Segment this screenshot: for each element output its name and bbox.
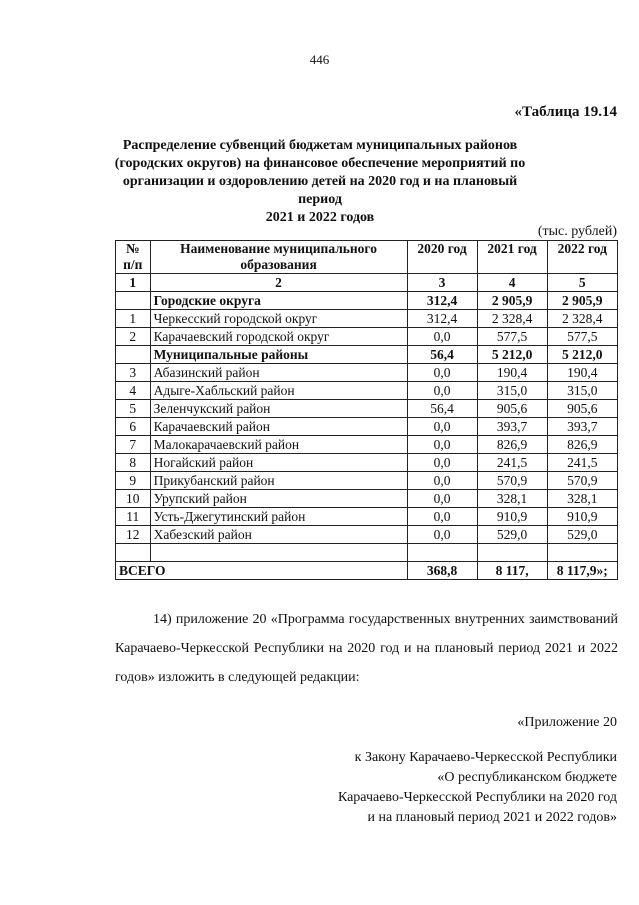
row-number: 11 <box>116 508 151 526</box>
table-row <box>116 310 618 328</box>
appendix-line: к Закону Карачаево-Черкесской Республики <box>354 750 617 765</box>
row-value-2022: 577,5 <box>547 328 617 346</box>
table-row <box>116 490 618 508</box>
row-value-2020: 0,0 <box>407 508 477 526</box>
row-value-2021: 5 212,0 <box>477 346 547 364</box>
table-title <box>100 137 540 227</box>
row-value-2021: 328,1 <box>477 490 547 508</box>
row-value-2021: 577,5 <box>477 328 547 346</box>
row-value-2021: 570,9 <box>477 472 547 490</box>
col-header-name: Наименование муниципального образования <box>150 241 407 274</box>
row-value-2021: 315,0 <box>477 382 547 400</box>
row-value-2022: 5 212,0 <box>547 346 617 364</box>
row-value-2021: 905,6 <box>477 400 547 418</box>
title-line: (городских округов) на финансовое обеспечение мероприятий по <box>114 156 526 171</box>
row-number: 10 <box>116 490 151 508</box>
row-number: 9 <box>116 472 151 490</box>
row-value-2020: 0,0 <box>407 328 477 346</box>
row-value-2022: 190,4 <box>547 364 617 382</box>
title-line: организации и оздоровлению детей на 2020 год и на плановый период <box>122 174 518 207</box>
table-row <box>116 436 618 454</box>
row-value-2022: 2 905,9 <box>547 292 617 310</box>
total-2021: 8 117, <box>477 562 547 580</box>
row-value-2022: 905,6 <box>547 400 617 418</box>
row-value-2022: 241,5 <box>547 454 617 472</box>
column-index: 1 <box>116 274 151 292</box>
row-value-2020: 312,4 <box>407 292 477 310</box>
row-value-2021: 393,7 <box>477 418 547 436</box>
appendix-subtitle <box>338 748 617 828</box>
title-line: 2021 и 2022 годов <box>265 210 375 225</box>
row-name: Зеленчукский район <box>150 400 407 418</box>
row-value-2020: 0,0 <box>407 364 477 382</box>
table-row <box>116 472 618 490</box>
row-number <box>116 346 151 364</box>
row-name: Прикубанский район <box>150 472 407 490</box>
row-name: Городские округа <box>150 292 407 310</box>
row-value-2022: 570,9 <box>547 472 617 490</box>
table-body <box>116 292 618 544</box>
col-header-number: № п/п <box>116 241 151 274</box>
row-value-2021: 529,0 <box>477 526 547 544</box>
row-number: 12 <box>116 526 151 544</box>
row-value-2022: 2 328,4 <box>547 310 617 328</box>
row-name: Черкесский городской округ <box>150 310 407 328</box>
row-value-2020: 312,4 <box>407 310 477 328</box>
row-value-2020: 0,0 <box>407 418 477 436</box>
row-number: 7 <box>116 436 151 454</box>
table-row <box>116 454 618 472</box>
table-row <box>116 418 618 436</box>
row-name: Усть-Джегутинский район <box>150 508 407 526</box>
table-row <box>116 382 618 400</box>
table-row <box>116 400 618 418</box>
total-2022: 8 117,9»; <box>547 562 617 580</box>
row-value-2020: 0,0 <box>407 526 477 544</box>
row-value-2022: 826,9 <box>547 436 617 454</box>
col-header-2022: 2022 год <box>547 241 617 274</box>
row-name: Адыге-Хабльский район <box>150 382 407 400</box>
row-value-2021: 241,5 <box>477 454 547 472</box>
column-index: 2 <box>150 274 407 292</box>
row-number: 2 <box>116 328 151 346</box>
row-number: 4 <box>116 382 151 400</box>
row-name: Урупский район <box>150 490 407 508</box>
units-label: (тыс. рублей) <box>537 224 617 239</box>
column-index: 5 <box>547 274 617 292</box>
row-number: 3 <box>116 364 151 382</box>
row-value-2021: 190,4 <box>477 364 547 382</box>
row-value-2022: 529,0 <box>547 526 617 544</box>
row-value-2022: 910,9 <box>547 508 617 526</box>
col-header-2021: 2021 год <box>477 241 547 274</box>
appendix-title: «Приложение 20 <box>517 715 617 730</box>
page-number: 446 <box>309 52 330 67</box>
row-name: Ногайский район <box>150 454 407 472</box>
column-index: 3 <box>407 274 477 292</box>
row-number: 8 <box>116 454 151 472</box>
row-value-2021: 2 905,9 <box>477 292 547 310</box>
row-value-2020: 0,0 <box>407 472 477 490</box>
appendix-line: «О республиканском бюджете <box>437 770 617 785</box>
appendix-line: и на плановый период 2021 и 2022 годов» <box>367 810 617 825</box>
amendment-paragraph: 14) приложение 20 «Программа государственных внутренних заимствований Карачаево-Черкесской Республики на 2020 год и на плановый период 2021 и 2022 годов» изложить в следующей редакции: <box>115 612 618 685</box>
table-row <box>116 508 618 526</box>
table-row <box>116 328 618 346</box>
row-value-2020: 56,4 <box>407 346 477 364</box>
spacer-row <box>116 544 618 562</box>
row-number: 6 <box>116 418 151 436</box>
column-index-row <box>116 274 618 292</box>
row-name: Муниципальные районы <box>150 346 407 364</box>
total-label: ВСЕГО <box>116 562 408 580</box>
row-value-2020: 56,4 <box>407 400 477 418</box>
row-value-2020: 0,0 <box>407 382 477 400</box>
row-value-2022: 393,7 <box>547 418 617 436</box>
table-row <box>116 346 618 364</box>
col-header-2020: 2020 год <box>407 241 477 274</box>
row-name: Малокарачаевский район <box>150 436 407 454</box>
row-name: Абазинский район <box>150 364 407 382</box>
row-value-2022: 315,0 <box>547 382 617 400</box>
total-2020: 368,8 <box>407 562 477 580</box>
row-value-2020: 0,0 <box>407 436 477 454</box>
row-name: Карачаевский городской округ <box>150 328 407 346</box>
table-row <box>116 364 618 382</box>
row-name: Хабезский район <box>150 526 407 544</box>
row-value-2021: 910,9 <box>477 508 547 526</box>
table-row <box>116 526 618 544</box>
title-line: Распределение субвенций бюджетам муниципальных районов <box>122 138 518 153</box>
table-row <box>116 292 618 310</box>
row-number: 5 <box>116 400 151 418</box>
row-value-2020: 0,0 <box>407 490 477 508</box>
appendix-line: Карачаево-Черкесской Республики на 2020 год <box>337 790 617 805</box>
row-number <box>116 292 151 310</box>
row-value-2020: 0,0 <box>407 454 477 472</box>
row-name: Карачаевский район <box>150 418 407 436</box>
table-label: «Таблица 19.14 <box>514 104 617 120</box>
subventions-table <box>115 240 618 580</box>
total-row <box>116 562 618 580</box>
row-value-2021: 826,9 <box>477 436 547 454</box>
row-number: 1 <box>116 310 151 328</box>
row-value-2021: 2 328,4 <box>477 310 547 328</box>
column-index: 4 <box>477 274 547 292</box>
table-header-row <box>116 241 618 274</box>
row-value-2022: 328,1 <box>547 490 617 508</box>
